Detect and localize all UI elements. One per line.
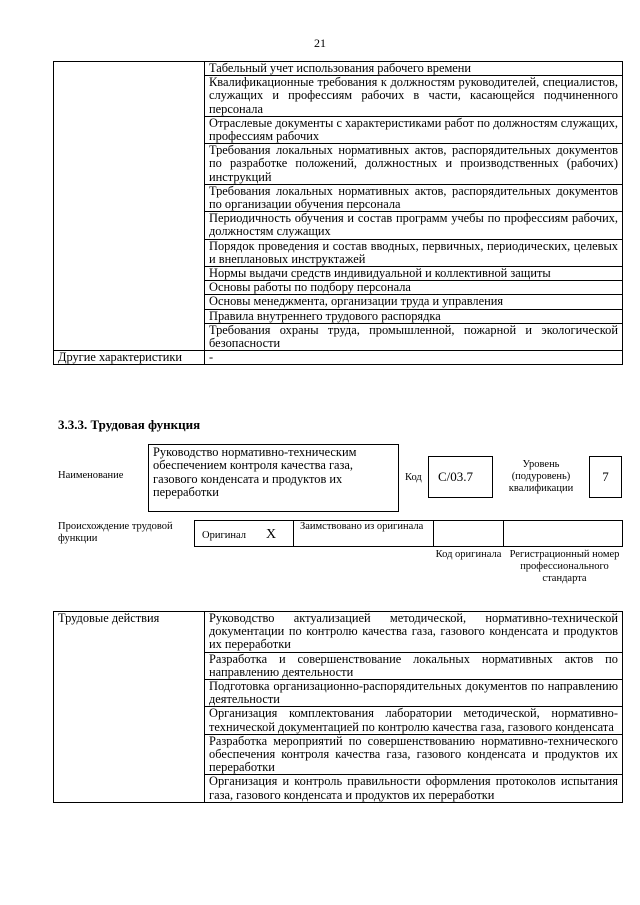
function-name-box [148,444,399,512]
other-characteristics-value: - [205,351,623,365]
original-code-cell [433,520,504,547]
table-row: Квалификационные требования к должностям руководителей, специалистов, служащих и профессиям рабочих в части, касающейся подчиненного персонала [205,76,623,117]
borrowed-label: Заимствовано из оригинала [300,521,424,532]
knowledge-label-cell [54,62,205,351]
other-characteristics-label: Другие характеристики [54,351,205,365]
table-row: Требования локальных нормативных актов, распорядительных документов по организации обучения персонала [205,184,623,211]
code-caption: Код оригинала [435,549,502,560]
original-mark: X [266,527,277,542]
page-number: 21 [314,36,326,50]
origin-label: Происхождение трудовой функции [58,521,173,544]
code-label: Код [405,472,422,483]
table-row: Подготовка организационно-распорядительных документов по направлению деятельности [205,680,623,707]
reg-caption: Регистрационный номер профессионального стандарта [509,549,620,584]
table-row: Порядок проведения и состав вводных, первичных, периодических, целевых и внеплановых инструктажей [205,239,623,266]
original-label: Оригинал [202,530,246,541]
table-row: Руководство актуализацией методической, нормативно-технической документации по контролю качества газа, газового конденсата и продуктов их переработки [205,612,623,653]
actions-label: Трудовые действия [54,612,205,803]
table-row: Организация комплектования лаборатории методической, нормативно-технической документацией по контролю качества газа, газового конденсата [205,707,623,734]
code-box [428,456,493,498]
table-row: Разработка мероприятий по совершенствованию нормативно-технического обеспечения контроля качества газа, газового конденсата и продуктов их переработки [205,734,623,775]
code-value: С/03.7 [438,469,474,484]
table-row: Основы менеджмента, организации труда и управления [205,295,623,309]
level-box [589,456,622,498]
name-label: Наименование [58,470,124,481]
level-value: 7 [602,469,609,484]
level-label: Уровень (подуровень) квалификации [508,459,574,494]
table-row: Основы работы по подбору персонала [205,281,623,295]
table-row: Разработка и совершенствование локальных нормативных актов по направлению деятельности [205,652,623,679]
table-row: Табельный учет использования рабочего времени [205,62,623,76]
table-row: Организация и контроль правильности оформления протоколов испытания газа, газового конденсата и продуктов их переработки [205,775,623,802]
table-row: Требования охраны труда, промышленной, пожарной и экологической безопасности [205,323,623,350]
table-row: Требования локальных нормативных актов, распорядительных документов по разработке положений, должностных и производственных (рабочих) инструкций [205,144,623,185]
table-row: Нормы выдачи средств индивидуальной и коллективной защиты [205,267,623,281]
table-row: Правила внутреннего трудового распорядка [205,309,623,323]
section-title: 3.3.3. Трудовая функция [58,417,201,432]
function-name-value: Руководство нормативно-техническим обеспечением контроля качества газа, газового конденсата и продуктов их переработки [153,445,357,500]
actions-table [53,611,623,803]
knowledge-table [53,61,623,365]
table-row: Отраслевые документы с характеристиками работ по должностям служащих, профессиям рабочих [205,116,623,143]
table-row: Периодичность обучения и состав программ учебы по профессиям рабочих, должностям служащих [205,212,623,239]
